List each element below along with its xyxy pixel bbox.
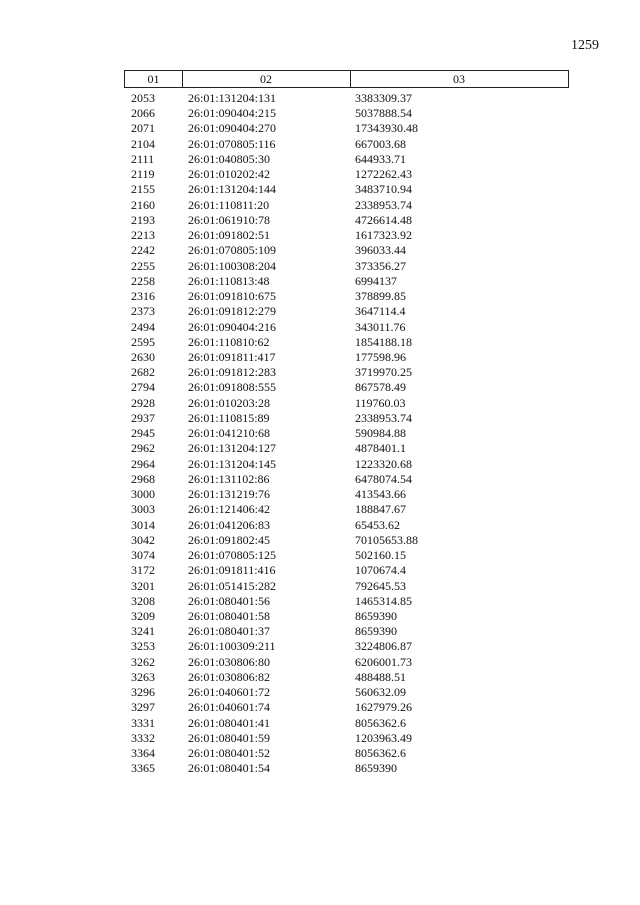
cell-02: 26:01:121406:42 [188, 502, 271, 517]
cell-01: 3000 [131, 487, 155, 502]
cell-02: 26:01:080401:52 [188, 746, 271, 761]
table-row [0, 655, 640, 670]
cell-01: 2630 [131, 349, 155, 364]
cell-01: 2928 [131, 395, 155, 410]
cell-02: 26:01:080401:37 [188, 624, 271, 639]
cell-02: 26:01:041210:68 [188, 426, 271, 441]
table-row [0, 380, 640, 395]
cell-01: 2494 [131, 319, 155, 334]
cell-01: 2937 [131, 410, 155, 425]
cell-01: 3208 [131, 593, 155, 608]
cell-01: 3365 [131, 761, 155, 776]
table-row [0, 411, 640, 426]
table-row [0, 274, 640, 289]
table-row [0, 213, 640, 228]
cell-01: 3253 [131, 639, 155, 654]
cell-02: 26:01:100309:211 [188, 639, 276, 654]
cell-01: 2962 [131, 441, 155, 456]
table-row [0, 259, 640, 274]
cell-01: 2682 [131, 365, 155, 380]
table-row [0, 716, 640, 731]
table-row [0, 563, 640, 578]
cell-02: 26:01:091811:417 [188, 349, 276, 364]
cell-01: 2071 [131, 121, 155, 136]
cell-02: 26:01:131204:127 [188, 441, 277, 456]
table-row [0, 304, 640, 319]
cell-02: 26:01:040601:72 [188, 685, 271, 700]
cell-02: 26:01:080401:54 [188, 761, 271, 776]
cell-03: 1627979.26 [355, 700, 412, 715]
cell-03: 644933.71 [355, 151, 406, 166]
cell-03: 17343930.48 [355, 121, 418, 136]
cell-02: 26:01:131219:76 [188, 487, 271, 502]
cell-02: 26:01:080401:58 [188, 608, 271, 623]
cell-02: 26:01:110811:20 [188, 197, 270, 212]
cell-02: 26:01:080401:56 [188, 593, 271, 608]
cell-02: 26:01:070805:116 [188, 136, 276, 151]
cell-03: 867578.49 [355, 380, 406, 395]
cell-02: 26:01:131204:144 [188, 182, 277, 197]
cell-03: 2338953.74 [355, 410, 412, 425]
cell-03: 188847.67 [355, 502, 406, 517]
cell-03: 177598.96 [355, 349, 406, 364]
table-row [0, 320, 640, 335]
table-row [0, 746, 640, 761]
cell-01: 3172 [131, 563, 155, 578]
table-row [0, 137, 640, 152]
cell-03: 373356.27 [355, 258, 406, 273]
cell-03: 396033.44 [355, 243, 406, 258]
cell-02: 26:01:091812:279 [188, 304, 277, 319]
cell-03: 502160.15 [355, 548, 406, 563]
cell-01: 2193 [131, 212, 155, 227]
table-row [0, 335, 640, 350]
cell-03: 119760.03 [355, 395, 406, 410]
cell-03: 3224806.87 [355, 639, 412, 654]
column-header-02: 02 [182, 71, 351, 87]
table-row [0, 472, 640, 487]
cell-01: 2258 [131, 273, 155, 288]
table-row [0, 594, 640, 609]
table-row [0, 731, 640, 746]
cell-03: 590984.88 [355, 426, 406, 441]
cell-03: 8659390 [355, 608, 397, 623]
cell-03: 65453.62 [355, 517, 400, 532]
cell-03: 5037888.54 [355, 106, 412, 121]
table-header [124, 70, 569, 88]
cell-02: 26:01:091812:283 [188, 365, 277, 380]
cell-03: 4878401.1 [355, 441, 406, 456]
table-row [0, 121, 640, 136]
table-row [0, 426, 640, 441]
cell-03: 1223320.68 [355, 456, 412, 471]
cell-03: 1272262.43 [355, 167, 412, 182]
cell-01: 2945 [131, 426, 155, 441]
cell-01: 2595 [131, 334, 155, 349]
cell-03: 378899.85 [355, 289, 406, 304]
cell-01: 3262 [131, 654, 155, 669]
cell-01: 3296 [131, 685, 155, 700]
cell-02: 26:01:110815:89 [188, 410, 270, 425]
cell-03: 2338953.74 [355, 197, 412, 212]
cell-03: 1070674.4 [355, 563, 406, 578]
table-row [0, 609, 640, 624]
cell-03: 560632.09 [355, 685, 406, 700]
cell-02: 26:01:080401:59 [188, 730, 271, 745]
cell-01: 3042 [131, 532, 155, 547]
cell-02: 26:01:090404:270 [188, 121, 277, 136]
cell-03: 1854188.18 [355, 334, 412, 349]
table-row [0, 198, 640, 213]
cell-01: 3332 [131, 730, 155, 745]
cell-02: 26:01:091802:51 [188, 228, 271, 243]
cell-02: 26:01:040601:74 [188, 700, 271, 715]
cell-01: 2968 [131, 471, 155, 486]
cell-02: 26:01:090404:216 [188, 319, 277, 334]
cell-01: 3074 [131, 548, 155, 563]
cell-03: 4726614.48 [355, 212, 412, 227]
cell-02: 26:01:051415:282 [188, 578, 277, 593]
cell-02: 26:01:131204:131 [188, 91, 277, 105]
table-row [0, 639, 640, 654]
page-number: 1259 [571, 38, 599, 53]
cell-02: 26:01:040805:30 [188, 151, 271, 166]
cell-03: 3647114.4 [355, 304, 406, 319]
table-row [0, 685, 640, 700]
table-row [0, 518, 640, 533]
cell-03: 488488.51 [355, 669, 406, 684]
cell-02: 26:01:091802:45 [188, 532, 271, 547]
cell-01: 2794 [131, 380, 155, 395]
cell-02: 26:01:080401:41 [188, 715, 271, 730]
cell-01: 3364 [131, 746, 155, 761]
cell-02: 26:01:091811:416 [188, 563, 276, 578]
cell-03: 413543.66 [355, 487, 406, 502]
table-row [0, 365, 640, 380]
cell-01: 2160 [131, 197, 155, 212]
cell-03: 6206001.73 [355, 654, 412, 669]
cell-03: 3483710.94 [355, 182, 412, 197]
cell-03: 8056362.6 [355, 746, 406, 761]
cell-03: 8659390 [355, 761, 397, 776]
cell-02: 26:01:131204:145 [188, 456, 277, 471]
cell-01: 3263 [131, 669, 155, 684]
cell-02: 26:01:091808:555 [188, 380, 277, 395]
cell-01: 2213 [131, 228, 155, 243]
table-row [0, 289, 640, 304]
cell-02: 26:01:061910:78 [188, 212, 271, 227]
table-row [0, 457, 640, 472]
table-row [0, 502, 640, 517]
cell-02: 26:01:090404:215 [188, 106, 277, 121]
cell-03: 6994137 [355, 273, 397, 288]
cell-03: 1465314.85 [355, 593, 412, 608]
table-row [0, 228, 640, 243]
cell-01: 2255 [131, 258, 155, 273]
table-row [0, 106, 640, 121]
cell-02: 26:01:041206:83 [188, 517, 271, 532]
cell-02: 26:01:110813:48 [188, 273, 270, 288]
table-row [0, 548, 640, 563]
table-row [0, 579, 640, 594]
cell-03: 3719970.25 [355, 365, 412, 380]
cell-02: 26:01:070805:109 [188, 243, 277, 258]
column-header-03: 03 [453, 72, 465, 86]
cell-02: 26:01:091810:675 [188, 289, 277, 304]
table-row [0, 243, 640, 258]
cell-03: 667003.68 [355, 136, 406, 151]
cell-02: 26:01:010203:28 [188, 395, 271, 410]
cell-02: 26:01:030806:82 [188, 669, 271, 684]
table-row [0, 624, 640, 639]
table-row [0, 167, 640, 182]
cell-01: 3209 [131, 608, 155, 623]
table-body [0, 91, 640, 777]
table-row [0, 350, 640, 365]
table-row [0, 670, 640, 685]
cell-02: 26:01:030806:80 [188, 654, 271, 669]
cell-01: 3014 [131, 517, 155, 532]
cell-01: 3003 [131, 502, 155, 517]
column-header-01: 01 [125, 71, 183, 87]
cell-01: 2242 [131, 243, 155, 258]
cell-02: 26:01:010202:42 [188, 167, 271, 182]
table-row [0, 700, 640, 715]
cell-03: 792645.53 [355, 578, 406, 593]
cell-03: 3383309.37 [355, 91, 412, 105]
cell-01: 2066 [131, 106, 155, 121]
cell-02: 26:01:110810:62 [188, 334, 270, 349]
cell-01: 2119 [131, 167, 155, 182]
cell-03: 1617323.92 [355, 228, 412, 243]
cell-02: 26:01:131102:86 [188, 471, 270, 486]
cell-01: 2964 [131, 456, 155, 471]
cell-01: 2053 [131, 91, 155, 105]
table-row [0, 533, 640, 548]
table-row [0, 91, 640, 106]
cell-01: 2111 [131, 151, 155, 166]
cell-03: 70105653.88 [355, 532, 418, 547]
cell-01: 3297 [131, 700, 155, 715]
cell-01: 3331 [131, 715, 155, 730]
cell-01: 3201 [131, 578, 155, 593]
table-row [0, 441, 640, 456]
table-row [0, 487, 640, 502]
cell-02: 26:01:100308:204 [188, 258, 277, 273]
cell-01: 2155 [131, 182, 155, 197]
cell-02: 26:01:070805:125 [188, 548, 277, 563]
table-row [0, 152, 640, 167]
cell-01: 2316 [131, 289, 155, 304]
table-row [0, 396, 640, 411]
cell-01: 3241 [131, 624, 155, 639]
cell-03: 343011.76 [355, 319, 406, 334]
cell-03: 1203963.49 [355, 730, 412, 745]
table-row [0, 182, 640, 197]
cell-03: 6478074.54 [355, 471, 412, 486]
cell-03: 8056362.6 [355, 715, 406, 730]
cell-01: 2373 [131, 304, 155, 319]
table-row [0, 761, 640, 776]
cell-01: 2104 [131, 136, 155, 151]
cell-03: 8659390 [355, 624, 397, 639]
